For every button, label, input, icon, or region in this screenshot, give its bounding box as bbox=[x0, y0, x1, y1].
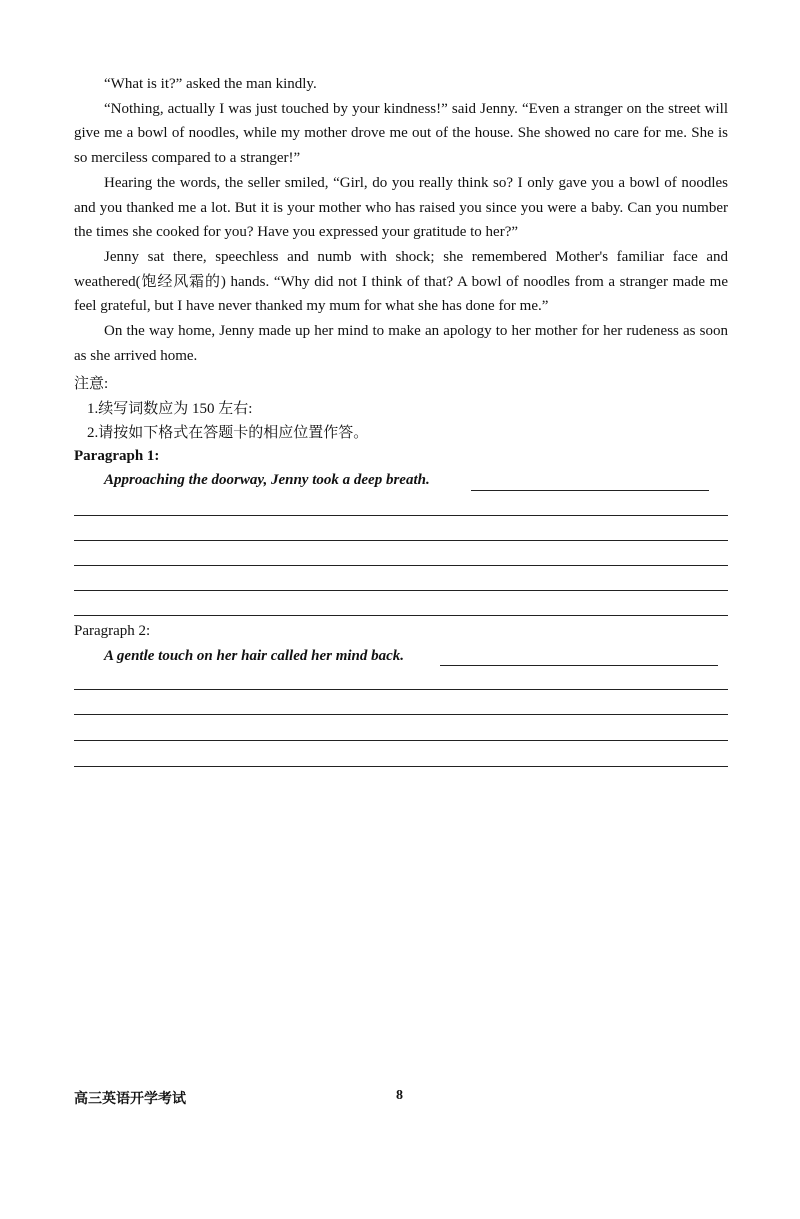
paragraph-1-heading: Paragraph 1: bbox=[74, 448, 160, 464]
paragraph-1-answer-line[interactable] bbox=[74, 515, 728, 516]
paragraph-2-starter: A gentle touch on her hair called her mind back. bbox=[104, 648, 405, 664]
paragraph-1-starter: Approaching the doorway, Jenny took a deep breath. bbox=[104, 472, 430, 488]
notes-item-2: 2.请按如下格式在答题卡的相应位置作答。 bbox=[87, 425, 369, 441]
notes-item-1: 1.续写词数应为 150 左右: bbox=[87, 401, 253, 417]
paragraph-2-answer-line[interactable] bbox=[74, 740, 728, 741]
passage-paragraph-3: Hearing the words, the seller smiled, “Girl, do you really think so? I only gave you a bowl of noodles and you thanked me a lot. But it is your mother who has raised you since you were a baby. Can you number the times she cooked for you? Have you expressed your gratitude to her?” bbox=[74, 174, 728, 241]
paragraph-1-answer-line[interactable] bbox=[74, 615, 728, 616]
paragraph-1-inline-blank[interactable] bbox=[471, 490, 709, 491]
passage-paragraph-4: Jenny sat there, speechless and numb with shock; she remembered Mother's familiar face and weathered(饱经风霜的) hands. “Why did not I think of that? A bowl of noodles from a stranger made me feel grateful, but I have never thanked my mum for what she has done for me.” bbox=[74, 248, 728, 315]
footer-exam-name: 高三英语开学考试 bbox=[74, 1091, 186, 1107]
paragraph-2-answer-line[interactable] bbox=[74, 689, 728, 690]
paragraph-2-heading: Paragraph 2: bbox=[74, 623, 151, 639]
notes-title: 注意: bbox=[74, 376, 109, 392]
paragraph-2-answer-line[interactable] bbox=[74, 714, 728, 715]
passage-paragraph-1: “What is it?” asked the man kindly. bbox=[104, 76, 317, 92]
paragraph-1-answer-line[interactable] bbox=[74, 565, 728, 566]
paragraph-1-answer-line[interactable] bbox=[74, 590, 728, 591]
passage-paragraph-5: On the way home, Jenny made up her mind to make an apology to her mother for her rudeness as soon as she arrived home. bbox=[74, 323, 728, 364]
paragraph-2-answer-line[interactable] bbox=[74, 766, 728, 767]
paragraph-1-answer-line[interactable] bbox=[74, 540, 728, 541]
passage-paragraph-2: “Nothing, actually I was just touched by your kindness!” said Jenny. “Even a stranger on the street will give me a bowl of noodles, while my mother drove me out of the house. She showed no care for me. She is so merciless compared to a stranger!” bbox=[74, 100, 728, 167]
story-passage bbox=[74, 72, 728, 368]
footer-page-number: 8 bbox=[396, 1088, 403, 1103]
paragraph-2-inline-blank[interactable] bbox=[440, 665, 718, 666]
